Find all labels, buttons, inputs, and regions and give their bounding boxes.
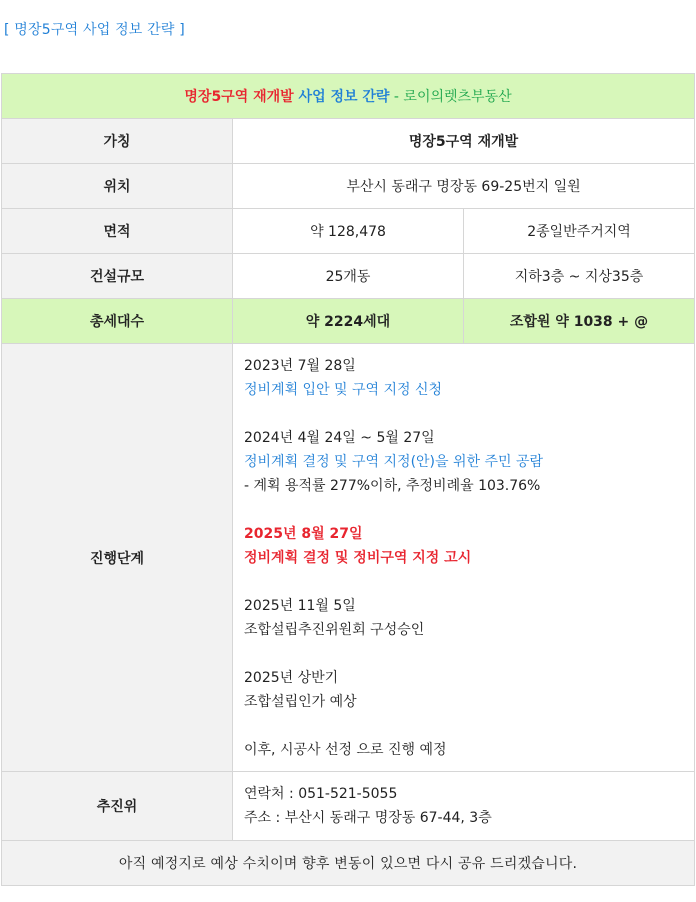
progress-timeline bbox=[233, 344, 695, 772]
zoning-value: 2종일반주거지역 bbox=[464, 209, 695, 254]
table-title bbox=[2, 74, 695, 119]
table-row-progress bbox=[2, 344, 695, 772]
table-row-note bbox=[2, 841, 695, 886]
project-info-table bbox=[1, 73, 695, 886]
step1-date: 2023년 7월 28일 bbox=[244, 357, 356, 374]
row-label-scale: 건설규모 bbox=[2, 254, 233, 299]
members-value: 조합원 약 1038 + @ bbox=[464, 299, 695, 344]
table-row-committee bbox=[2, 772, 695, 841]
project-name-value: 명장5구역 재개발 bbox=[233, 119, 695, 164]
row-label-area: 면적 bbox=[2, 209, 233, 254]
step3-date: 2025년 8월 27일 bbox=[244, 525, 363, 542]
floors-value: 지하3층 ~ 지상35층 bbox=[464, 254, 695, 299]
row-label-name: 가칭 bbox=[2, 119, 233, 164]
table-row bbox=[2, 164, 695, 209]
table-row bbox=[2, 119, 695, 164]
step4-desc: 조합설립추진위원회 구성승인 bbox=[244, 621, 425, 638]
step4-date: 2025년 11월 5일 bbox=[244, 597, 356, 614]
table-row bbox=[2, 209, 695, 254]
footnote: 아직 예정지로 예상 수치이며 향후 변동이 있으면 다시 공유 드리겠습니다. bbox=[2, 841, 695, 886]
row-label-households: 총세대수 bbox=[2, 299, 233, 344]
step1-desc: 정비계획 입안 및 구역 지정 신청 bbox=[244, 381, 443, 398]
table-row bbox=[2, 254, 695, 299]
step2-note: - 계획 용적률 277%이하, 추정비례율 103.76% bbox=[244, 477, 541, 494]
committee-contact: 연락처 : 051-521-5055 bbox=[244, 786, 398, 802]
buildings-value: 25개동 bbox=[233, 254, 464, 299]
step3-desc: 정비계획 결정 및 정비구역 지정 고시 bbox=[244, 549, 472, 566]
step5-date: 2025년 상반기 bbox=[244, 669, 339, 686]
area-value: 약 128,478 bbox=[233, 209, 464, 254]
step6-text: 이후, 시공사 선정 으로 진행 예정 bbox=[244, 741, 447, 758]
row-label-progress: 진행단계 bbox=[2, 344, 233, 772]
title-project-name: 명장5구역 재개발 bbox=[184, 89, 294, 105]
committee-info bbox=[233, 772, 695, 841]
step5-desc: 조합설립인가 예상 bbox=[244, 693, 357, 710]
location-value: 부산시 동래구 명장동 69-25번지 일원 bbox=[233, 164, 695, 209]
row-label-location: 위치 bbox=[2, 164, 233, 209]
table-row-households bbox=[2, 299, 695, 344]
step2-desc: 정비계획 결정 및 구역 지정(안)을 위한 주민 공람 bbox=[244, 453, 544, 470]
row-label-committee: 추진위 bbox=[2, 772, 233, 841]
step2-date: 2024년 4월 24일 ~ 5월 27일 bbox=[244, 429, 435, 446]
table-title-row bbox=[2, 74, 695, 119]
committee-address: 주소 : 부산시 동래구 명장동 67-44, 3층 bbox=[244, 810, 492, 826]
households-value: 약 2224세대 bbox=[233, 299, 464, 344]
title-source: - 로이의렛츠부동산 bbox=[389, 89, 512, 105]
section-heading: [ 명장5구역 사업 정보 간략 ] bbox=[4, 22, 185, 38]
title-info-text: 사업 정보 간략 bbox=[293, 89, 390, 105]
